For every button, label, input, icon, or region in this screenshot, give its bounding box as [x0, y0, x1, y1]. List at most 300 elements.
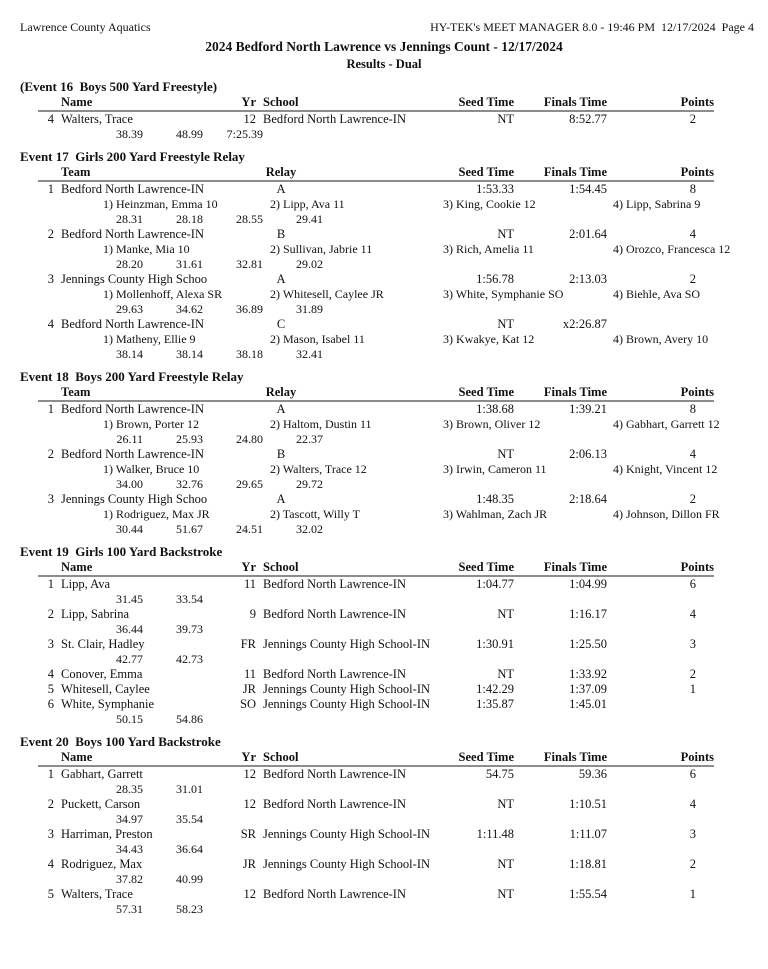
column-header-seed-time: Seed Time	[458, 385, 514, 399]
relay-swimmer: 3) Wahlman, Zach JR	[443, 507, 548, 521]
results-table	[38, 165, 731, 362]
result-row	[38, 682, 714, 697]
school: Bedford North Lawrence-IN	[263, 767, 406, 781]
relay-swimmer: 4) Knight, Vincent 12	[613, 462, 718, 476]
relay-swimmers	[103, 507, 720, 522]
seed-time: 1:04.77	[476, 577, 514, 591]
meet-title: 2024 Bedford North Lawrence vs Jennings Count - 12/17/2024	[205, 39, 563, 54]
finals-time: 8:52.77	[569, 112, 607, 126]
seed-time: NT	[497, 112, 514, 126]
place: 4	[47, 667, 54, 681]
relay-swimmer: 2) Walters, Trace 12	[270, 462, 367, 476]
column-header-seed-time: Seed Time	[458, 95, 514, 109]
relay-swimmers	[103, 287, 714, 302]
finals-time: x2:26.87	[562, 317, 607, 331]
points: 4	[689, 797, 696, 811]
points: 2	[689, 857, 696, 871]
place: 2	[47, 447, 54, 461]
split-time: 36.44	[116, 622, 143, 636]
school: Bedford North Lawrence-IN	[263, 887, 406, 901]
relay-swimmer: 1) Matheny, Ellie 9	[103, 332, 196, 346]
school: Bedford North Lawrence-IN	[263, 797, 406, 811]
split-time: 29.63	[116, 302, 143, 316]
year: JR	[242, 857, 256, 871]
event-title: Event 18 Boys 200 Yard Freestyle Relay	[20, 369, 244, 384]
swimmer-name: Whitesell, Caylee	[61, 682, 150, 696]
seed-time: 1:11.48	[476, 827, 514, 841]
relay-swimmer: 4) Johnson, Dillon FR	[613, 507, 720, 521]
seed-time: NT	[497, 667, 514, 681]
splits	[86, 257, 714, 272]
finals-time: 1:45.01	[569, 697, 607, 711]
result-row	[38, 827, 714, 842]
place: 1	[47, 182, 54, 196]
points: 1	[689, 682, 696, 696]
seed-time: 1:38.68	[476, 402, 514, 416]
school: Jennings County High School-IN	[263, 682, 431, 696]
relay-swimmer: 1) Mollenhoff, Alexa SR	[103, 287, 223, 301]
year: 9	[249, 607, 256, 621]
split-time: 22.37	[296, 432, 323, 446]
table-header	[38, 165, 714, 182]
relay-swimmers	[103, 462, 718, 477]
seed-time: NT	[497, 797, 514, 811]
swimmer-name: Walters, Trace	[61, 887, 133, 901]
split-time: 38.18	[236, 347, 263, 361]
year: SR	[240, 827, 256, 841]
column-header-team: Team	[61, 385, 91, 399]
column-header-points: Points	[680, 750, 714, 764]
year: 11	[243, 577, 256, 591]
splits	[86, 432, 714, 447]
column-header-yr: Yr	[241, 95, 256, 109]
split-time: 48.99	[176, 127, 203, 141]
result-row	[38, 492, 714, 507]
relay-swimmer: 1) Rodriguez, Max JR	[103, 507, 210, 521]
column-header-name: Name	[61, 560, 93, 574]
relay-swimmer: 2) Whitesell, Caylee JR	[270, 287, 384, 301]
team-name: Bedford North Lawrence-IN	[61, 182, 204, 196]
table-header	[38, 385, 714, 402]
column-header-points: Points	[680, 95, 714, 109]
swimmer-name: Lipp, Sabrina	[61, 607, 130, 621]
split-time: 28.20	[116, 257, 143, 271]
splits	[86, 842, 714, 857]
splits	[86, 782, 714, 797]
column-header-team: Team	[61, 165, 91, 179]
relay-swimmer: 2) Lipp, Ava 11	[270, 197, 345, 211]
split-time: 7:25.39	[226, 127, 263, 141]
event-section-17	[0, 149, 768, 362]
splits	[86, 902, 714, 917]
results-subtitle: Results - Dual	[346, 57, 422, 71]
column-header-relay: Relay	[265, 165, 297, 179]
points: 2	[689, 112, 696, 126]
place: 5	[47, 887, 54, 901]
relay-letter: A	[276, 402, 286, 416]
column-header-school: School	[263, 750, 299, 764]
split-time: 28.35	[116, 782, 143, 796]
splits	[86, 812, 714, 827]
split-time: 57.31	[116, 902, 143, 916]
facility-name: Lawrence County Aquatics	[20, 20, 151, 34]
team-name: Bedford North Lawrence-IN	[61, 227, 204, 241]
relay-swimmer: 4) Orozco, Francesca 12	[613, 242, 731, 256]
relay-swimmer: 4) Brown, Avery 10	[613, 332, 709, 346]
split-time: 40.99	[176, 872, 203, 886]
relay-swimmer: 3) King, Cookie 12	[443, 197, 536, 211]
result-row	[38, 667, 714, 682]
finals-time: 1:54.45	[569, 182, 607, 196]
split-time: 42.73	[176, 652, 203, 666]
splits	[86, 622, 714, 637]
column-header-name: Name	[61, 750, 93, 764]
points: 6	[689, 577, 696, 591]
column-header-place	[38, 385, 54, 400]
result-row	[38, 227, 714, 242]
result-row	[38, 112, 714, 127]
split-time: 38.14	[176, 347, 203, 361]
splits	[86, 127, 714, 142]
split-time: 34.43	[116, 842, 143, 856]
place: 4	[47, 857, 54, 871]
finals-time: 2:01.64	[569, 227, 607, 241]
relay-swimmer: 2) Mason, Isabel 11	[270, 332, 365, 346]
swimmer-name: White, Symphanie	[61, 697, 155, 711]
place: 3	[47, 492, 54, 506]
seed-time: NT	[497, 857, 514, 871]
event-section-16	[0, 79, 768, 142]
split-time: 31.89	[296, 302, 323, 316]
split-time: 36.89	[236, 302, 263, 316]
year: JR	[242, 682, 256, 696]
split-time: 28.31	[116, 212, 143, 226]
finals-time: 59.36	[578, 767, 607, 781]
results-table	[38, 750, 714, 917]
seed-time: NT	[497, 227, 514, 241]
split-time: 31.01	[176, 782, 203, 796]
team-name: Bedford North Lawrence-IN	[61, 402, 204, 416]
seed-time: 1:48.35	[476, 492, 514, 506]
points: 4	[689, 447, 696, 461]
finals-time: 1:04.99	[569, 577, 607, 591]
relay-swimmer: 4) Gabhart, Garrett 12	[613, 417, 720, 431]
finals-time: 1:11.07	[569, 827, 607, 841]
result-row	[38, 577, 714, 592]
finals-time: 1:25.50	[569, 637, 607, 651]
result-row	[38, 697, 714, 712]
result-row	[38, 402, 714, 417]
seed-time: 1:53.33	[476, 182, 514, 196]
split-time: 38.14	[116, 347, 143, 361]
school: Jennings County High School-IN	[263, 637, 431, 651]
column-header-finals-time: Finals Time	[543, 95, 607, 109]
result-row	[38, 767, 714, 782]
split-time: 50.15	[116, 712, 143, 726]
column-header-points: Points	[680, 385, 714, 399]
seed-time: NT	[497, 447, 514, 461]
split-time: 54.86	[176, 712, 203, 726]
splits	[86, 592, 714, 607]
splits	[86, 477, 714, 492]
result-row	[38, 182, 714, 197]
points: 2	[689, 667, 696, 681]
place: 6	[47, 697, 54, 711]
split-time: 26.11	[116, 432, 143, 446]
relay-letter: B	[276, 227, 286, 241]
relay-swimmer: 4) Lipp, Sabrina 9	[613, 197, 701, 211]
result-row	[38, 317, 714, 332]
split-time: 30.44	[116, 522, 143, 536]
split-time: 42.77	[116, 652, 143, 666]
split-time: 31.61	[176, 257, 203, 271]
team-name: Bedford North Lawrence-IN	[61, 447, 204, 461]
relay-swimmers	[103, 242, 731, 257]
page-header	[0, 20, 768, 35]
column-header-finals-time: Finals Time	[543, 560, 607, 574]
column-header-place	[38, 165, 54, 180]
finals-time: 1:37.09	[569, 682, 607, 696]
place: 4	[47, 112, 54, 126]
split-time: 25.93	[176, 432, 203, 446]
points: 8	[689, 182, 696, 196]
finals-time: 1:16.17	[569, 607, 607, 621]
relay-letter: A	[276, 272, 286, 286]
result-row	[38, 272, 714, 287]
relay-swimmers	[103, 332, 714, 347]
result-row	[38, 607, 714, 622]
splits	[86, 522, 714, 537]
column-header-seed-time: Seed Time	[458, 750, 514, 764]
finals-time: 1:10.51	[569, 797, 607, 811]
finals-time: 1:55.54	[569, 887, 607, 901]
relay-swimmer: 4) Biehle, Ava SO	[613, 287, 701, 301]
place: 2	[47, 227, 54, 241]
points: 4	[689, 607, 696, 621]
points: 6	[689, 767, 696, 781]
event-section-18	[0, 369, 768, 537]
split-time: 36.64	[176, 842, 203, 856]
school: Jennings County High School-IN	[263, 697, 431, 711]
year: 12	[243, 887, 256, 901]
split-time: 32.41	[296, 347, 323, 361]
results-table	[38, 95, 714, 142]
result-row	[38, 887, 714, 902]
swimmer-name: St. Clair, Hadley	[61, 637, 145, 651]
column-header-yr: Yr	[241, 750, 256, 764]
relay-swimmer: 2) Sullivan, Jabrie 11	[270, 242, 373, 256]
split-time: 35.54	[176, 812, 203, 826]
column-header-seed-time: Seed Time	[458, 560, 514, 574]
splits	[86, 212, 714, 227]
finals-time: 1:39.21	[569, 402, 607, 416]
split-time: 32.02	[296, 522, 323, 536]
result-row	[38, 637, 714, 652]
report-info: HY-TEK's MEET MANAGER 8.0 - 19:46 PM 12/17/2024 Page 4	[430, 20, 754, 34]
points: 3	[689, 637, 696, 651]
event-section-20	[0, 734, 768, 917]
split-time: 29.02	[296, 257, 323, 271]
points: 4	[689, 227, 696, 241]
seed-time: 1:56.78	[476, 272, 514, 286]
results-table	[38, 560, 714, 727]
relay-letter: A	[276, 492, 286, 506]
relay-swimmer: 3) Brown, Oliver 12	[443, 417, 541, 431]
finals-time: 1:33.92	[569, 667, 607, 681]
finals-time: 2:06.13	[569, 447, 607, 461]
split-time: 24.80	[236, 432, 263, 446]
split-time: 29.72	[296, 477, 323, 491]
split-time: 28.18	[176, 212, 203, 226]
split-time: 51.67	[176, 522, 203, 536]
seed-time: NT	[497, 607, 514, 621]
team-name: Jennings County High Schoo	[61, 272, 208, 286]
split-time: 33.54	[176, 592, 203, 606]
column-header-points: Points	[680, 560, 714, 574]
place: 1	[47, 402, 54, 416]
relay-swimmer: 3) Kwakye, Kat 12	[443, 332, 535, 346]
relay-swimmer: 3) Irwin, Cameron 11	[443, 462, 547, 476]
relay-swimmer: 2) Tascott, Willy T	[270, 507, 361, 521]
split-time: 31.45	[116, 592, 143, 606]
swimmer-name: Rodriguez, Max	[61, 857, 143, 871]
seed-time: NT	[497, 887, 514, 901]
column-header-finals-time: Finals Time	[543, 750, 607, 764]
splits	[86, 712, 714, 727]
column-header-points: Points	[680, 165, 714, 179]
year: SO	[240, 697, 256, 711]
result-row	[38, 797, 714, 812]
column-header-seed-time: Seed Time	[458, 165, 514, 179]
finals-time: 1:18.81	[569, 857, 607, 871]
split-time: 34.62	[176, 302, 203, 316]
column-header-finals-time: Finals Time	[543, 165, 607, 179]
school: Jennings County High School-IN	[263, 857, 431, 871]
seed-time: 1:35.87	[476, 697, 514, 711]
place: 1	[47, 577, 54, 591]
school: Bedford North Lawrence-IN	[263, 667, 406, 681]
event-title: Event 19 Girls 100 Yard Backstroke	[20, 544, 223, 559]
seed-time: 54.75	[485, 767, 514, 781]
year: 12	[243, 797, 256, 811]
relay-swimmers	[103, 197, 714, 212]
school: Bedford North Lawrence-IN	[263, 112, 406, 126]
points: 2	[689, 492, 696, 506]
points	[611, 697, 714, 712]
place: 3	[47, 272, 54, 286]
event-title: Event 20 Boys 100 Yard Backstroke	[20, 734, 221, 749]
swimmer-name: Puckett, Carson	[61, 797, 141, 811]
split-time: 58.23	[176, 902, 203, 916]
points: 2	[689, 272, 696, 286]
team-name: Bedford North Lawrence-IN	[61, 317, 204, 331]
split-time: 39.73	[176, 622, 203, 636]
relay-swimmer: 1) Brown, Porter 12	[103, 417, 199, 431]
split-time: 32.76	[176, 477, 203, 491]
table-header	[38, 560, 714, 577]
split-time: 34.00	[116, 477, 143, 491]
place: 3	[47, 827, 54, 841]
splits	[86, 302, 714, 317]
split-time: 28.55	[236, 212, 263, 226]
relay-letter: B	[276, 447, 286, 461]
column-header-place	[38, 95, 54, 110]
column-header-place	[38, 750, 54, 765]
swimmer-name: Conover, Emma	[61, 667, 143, 681]
year: 11	[243, 667, 256, 681]
place: 4	[47, 317, 54, 331]
relay-swimmer: 3) White, Symphanie SO	[443, 287, 564, 301]
column-header-name: Name	[61, 95, 93, 109]
points: 8	[689, 402, 696, 416]
relay-swimmer: 3) Rich, Amelia 11	[443, 242, 534, 256]
split-time: 38.39	[116, 127, 143, 141]
place: 3	[47, 637, 54, 651]
place: 1	[47, 767, 54, 781]
relay-swimmer: 1) Walker, Bruce 10	[103, 462, 200, 476]
team-name: Jennings County High Schoo	[61, 492, 208, 506]
event-title: (Event 16 Boys 500 Yard Freestyle)	[20, 79, 218, 94]
swimmer-name: Lipp, Ava	[61, 577, 111, 591]
split-time: 37.82	[116, 872, 143, 886]
relay-swimmer: 2) Haltom, Dustin 11	[270, 417, 372, 431]
relay-swimmer: 1) Manke, Mia 10	[103, 242, 190, 256]
swimmer-name: Gabhart, Garrett	[61, 767, 143, 781]
column-header-place	[38, 560, 54, 575]
split-time: 32.81	[236, 257, 263, 271]
relay-letter: A	[276, 182, 286, 196]
event-section-19	[0, 544, 768, 727]
table-header	[38, 95, 714, 112]
seed-time: 1:30.91	[476, 637, 514, 651]
points: 3	[689, 827, 696, 841]
split-time: 34.97	[116, 812, 143, 826]
column-header-school: School	[263, 95, 299, 109]
finals-time: 2:13.03	[569, 272, 607, 286]
column-header-relay: Relay	[265, 385, 297, 399]
split-time: 29.41	[296, 212, 323, 226]
split-time: 29.65	[236, 477, 263, 491]
relay-letter: C	[276, 317, 286, 331]
table-header	[38, 750, 714, 767]
column-header-school: School	[263, 560, 299, 574]
school: Bedford North Lawrence-IN	[263, 577, 406, 591]
school: Jennings County High School-IN	[263, 827, 431, 841]
swimmer-name: Harriman, Preston	[61, 827, 153, 841]
result-row	[38, 447, 714, 462]
year: 12	[243, 767, 256, 781]
seed-time: NT	[497, 317, 514, 331]
relay-swimmer: 1) Heinzman, Emma 10	[103, 197, 218, 211]
points: 1	[689, 887, 696, 901]
swimmer-name: Walters, Trace	[61, 112, 133, 126]
place: 2	[47, 797, 54, 811]
year: 12	[243, 112, 256, 126]
place: 5	[47, 682, 54, 696]
splits	[86, 872, 714, 887]
relay-swimmers	[103, 417, 720, 432]
points	[611, 317, 714, 332]
place: 2	[47, 607, 54, 621]
school: Bedford North Lawrence-IN	[263, 607, 406, 621]
splits	[86, 652, 714, 667]
finals-time: 2:18.64	[569, 492, 607, 506]
result-row	[38, 857, 714, 872]
column-header-finals-time: Finals Time	[543, 385, 607, 399]
seed-time: 1:42.29	[476, 682, 514, 696]
column-header-yr: Yr	[241, 560, 256, 574]
results-table	[38, 385, 720, 537]
